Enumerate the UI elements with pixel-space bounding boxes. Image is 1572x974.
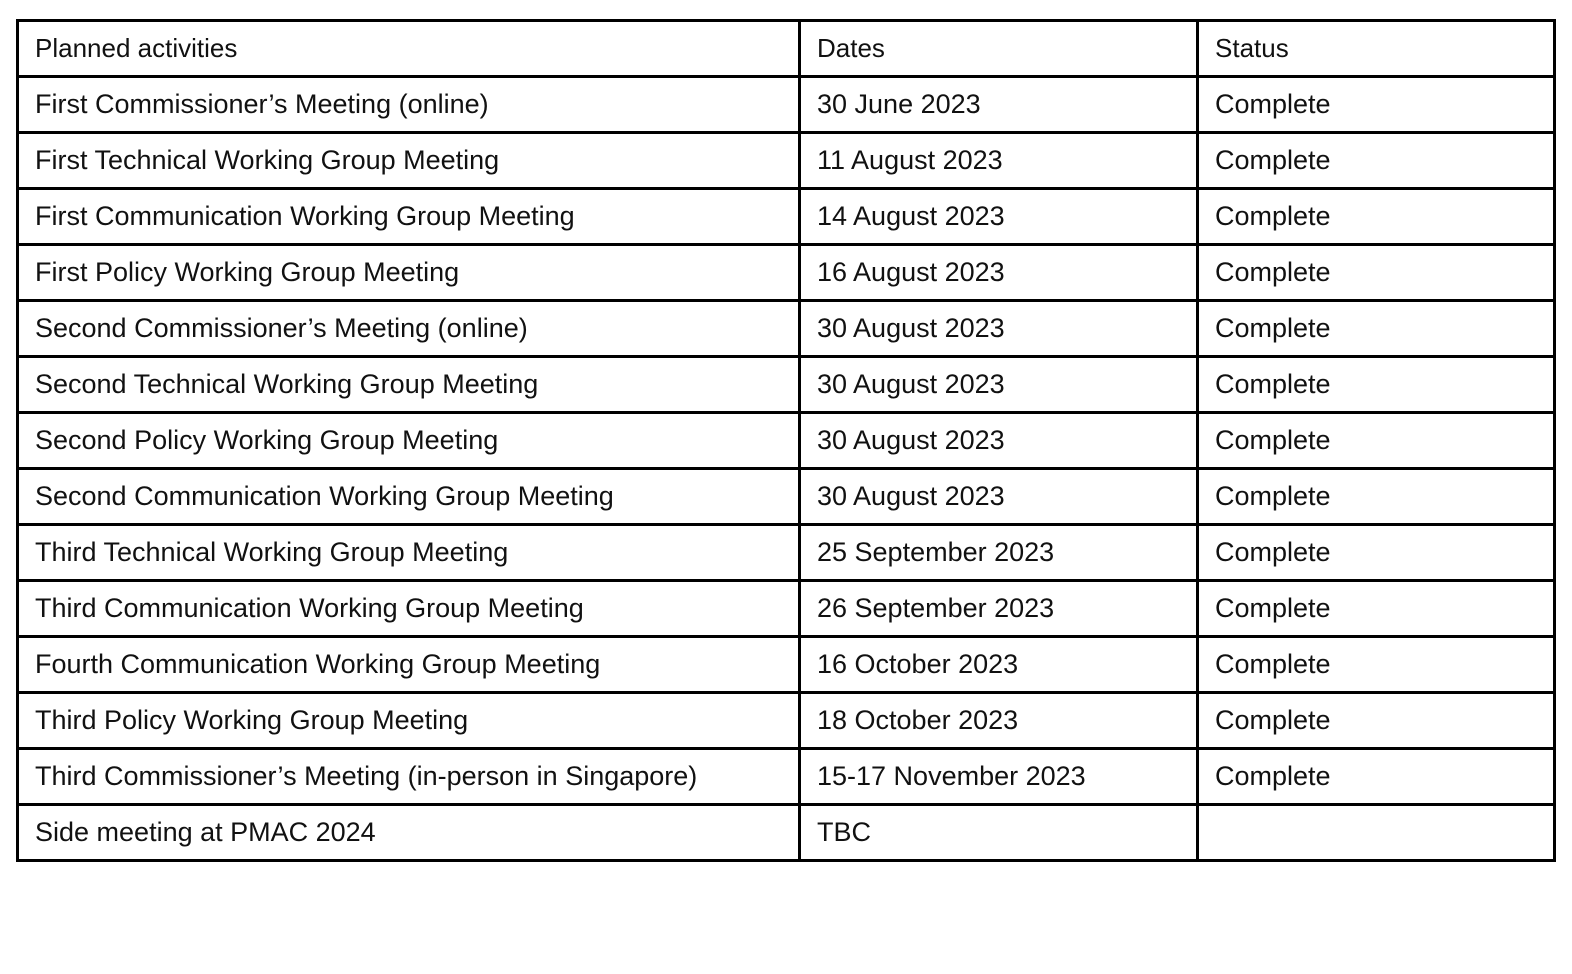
status-cell: Complete [1198, 245, 1555, 301]
table-row [18, 413, 1555, 469]
activity-cell: Second Policy Working Group Meeting [18, 413, 800, 469]
date-cell: 16 August 2023 [800, 245, 1198, 301]
activity-cell: Second Technical Working Group Meeting [18, 357, 800, 413]
table-row [18, 77, 1555, 133]
date-cell: 30 August 2023 [800, 301, 1198, 357]
activity-cell: Third Communication Working Group Meeting [18, 581, 800, 637]
status-cell: Complete [1198, 77, 1555, 133]
status-cell [1198, 805, 1555, 861]
activity-cell: First Communication Working Group Meeting [18, 189, 800, 245]
status-cell: Complete [1198, 749, 1555, 805]
header-dates: Dates [800, 21, 1198, 77]
status-cell: Complete [1198, 469, 1555, 525]
table-row [18, 805, 1555, 861]
status-cell: Complete [1198, 133, 1555, 189]
table-row [18, 637, 1555, 693]
activity-cell: Third Commissioner’s Meeting (in-person in Singapore) [18, 749, 800, 805]
table-row [18, 749, 1555, 805]
date-cell: TBC [800, 805, 1198, 861]
date-cell: 14 August 2023 [800, 189, 1198, 245]
activity-cell: Second Commissioner’s Meeting (online) [18, 301, 800, 357]
table-row [18, 525, 1555, 581]
date-cell: 30 August 2023 [800, 469, 1198, 525]
table-row [18, 693, 1555, 749]
activity-cell: Third Technical Working Group Meeting [18, 525, 800, 581]
status-cell: Complete [1198, 357, 1555, 413]
date-cell: 18 October 2023 [800, 693, 1198, 749]
date-cell: 26 September 2023 [800, 581, 1198, 637]
table-row [18, 301, 1555, 357]
activity-cell: First Technical Working Group Meeting [18, 133, 800, 189]
activity-cell: First Commissioner’s Meeting (online) [18, 77, 800, 133]
status-cell: Complete [1198, 413, 1555, 469]
activities-table-container [16, 19, 1553, 862]
table-row [18, 357, 1555, 413]
activity-cell: Second Communication Working Group Meeting [18, 469, 800, 525]
status-cell: Complete [1198, 525, 1555, 581]
table-row [18, 581, 1555, 637]
activity-cell: First Policy Working Group Meeting [18, 245, 800, 301]
status-cell: Complete [1198, 637, 1555, 693]
activity-cell: Fourth Communication Working Group Meeting [18, 637, 800, 693]
date-cell: 25 September 2023 [800, 525, 1198, 581]
status-cell: Complete [1198, 581, 1555, 637]
activity-cell: Side meeting at PMAC 2024 [18, 805, 800, 861]
activity-cell: Third Policy Working Group Meeting [18, 693, 800, 749]
header-status: Status [1198, 21, 1555, 77]
table-row [18, 189, 1555, 245]
table-row [18, 245, 1555, 301]
header-planned-activities: Planned activities [18, 21, 800, 77]
date-cell: 30 June 2023 [800, 77, 1198, 133]
activities-table [16, 19, 1556, 862]
table-row [18, 469, 1555, 525]
status-cell: Complete [1198, 189, 1555, 245]
status-cell: Complete [1198, 693, 1555, 749]
table-header-row [18, 21, 1555, 77]
date-cell: 15-17 November 2023 [800, 749, 1198, 805]
date-cell: 11 August 2023 [800, 133, 1198, 189]
table-row [18, 133, 1555, 189]
date-cell: 16 October 2023 [800, 637, 1198, 693]
status-cell: Complete [1198, 301, 1555, 357]
date-cell: 30 August 2023 [800, 357, 1198, 413]
date-cell: 30 August 2023 [800, 413, 1198, 469]
